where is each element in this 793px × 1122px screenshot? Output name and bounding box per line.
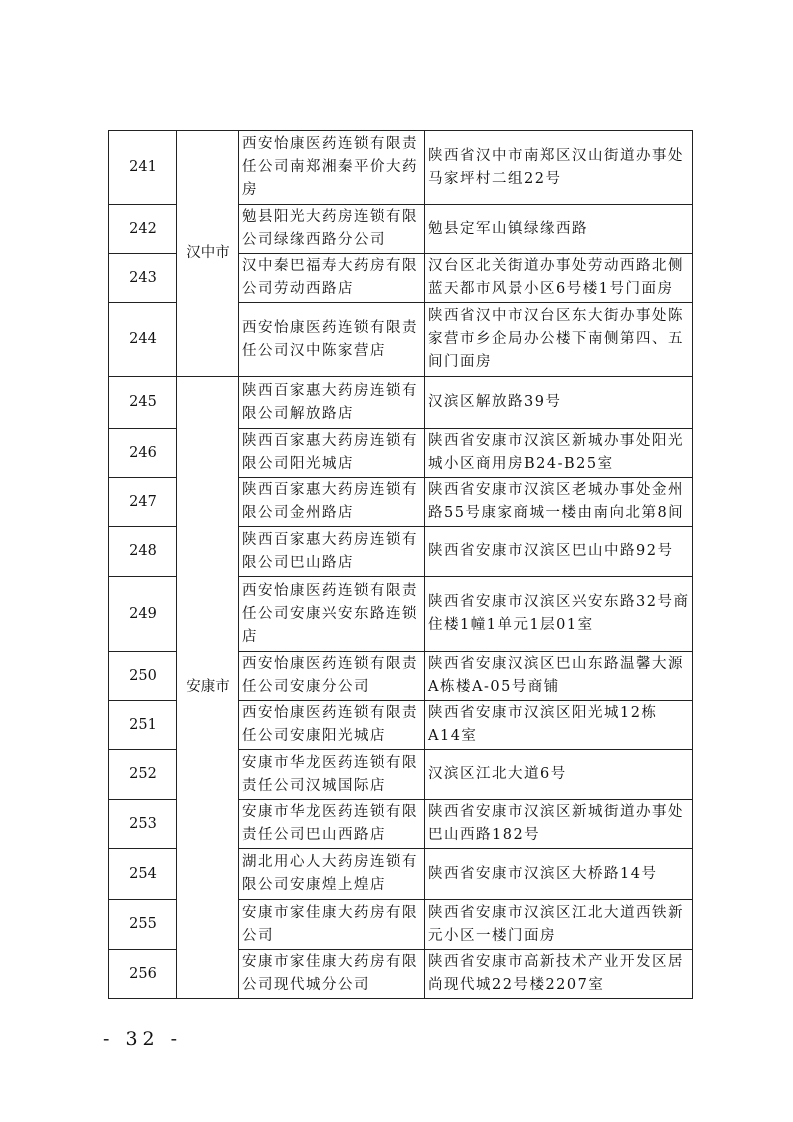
pharmacy-name: 汉中秦巴福寿大药房有限公司劳动西路店 xyxy=(239,254,425,303)
row-number: 252 xyxy=(109,750,177,800)
pharmacy-address: 陕西省安康市汉滨区江北大道西铁新元小区一楼门面房 xyxy=(425,900,693,950)
pharmacy-address: 陕西省安康汉滨区巴山东路温馨大源A栋楼A-05号商铺 xyxy=(425,652,693,701)
pharmacy-name: 西安怡康医药连锁有限责任公司南郑湘秦平价大药房 xyxy=(239,131,425,205)
pharmacy-address: 汉滨区江北大道6号 xyxy=(425,750,693,800)
pharmacy-address: 陕西省安康市汉滨区大桥路14号 xyxy=(425,849,693,900)
pharmacy-address: 陕西省安康市汉滨区兴安东路32号商住楼1幢1单元1层01室 xyxy=(425,577,693,652)
pharmacy-name: 陕西百家惠大药房连锁有限公司阳光城店 xyxy=(239,429,425,478)
pharmacy-address: 陕西省汉中市南郑区汉山街道办事处马家坪村二组22号 xyxy=(425,131,693,205)
row-number: 248 xyxy=(109,527,177,577)
row-number: 251 xyxy=(109,701,177,750)
row-number: 246 xyxy=(109,429,177,478)
row-number: 241 xyxy=(109,131,177,205)
pharmacy-address: 陕西省安康市高新技术产业开发区居尚现代城22号楼2207室 xyxy=(425,950,693,999)
pharmacy-address: 陕西省安康市汉滨区新城办事处阳光城小区商用房B24-B25室 xyxy=(425,429,693,478)
row-number: 253 xyxy=(109,800,177,849)
pharmacy-address: 勉县定军山镇绿缘西路 xyxy=(425,205,693,254)
row-number: 242 xyxy=(109,205,177,254)
table-row xyxy=(109,377,693,429)
row-number: 247 xyxy=(109,478,177,527)
pharmacy-address: 陕西省安康市汉滨区老城办事处金州路55号康家商城一楼由南向北第8间 xyxy=(425,478,693,527)
row-number: 243 xyxy=(109,254,177,303)
page-number: - 32 - xyxy=(103,1028,183,1050)
pharmacy-name: 西安怡康医药连锁有限责任公司汉中陈家营店 xyxy=(239,303,425,377)
table-row xyxy=(109,131,693,205)
pharmacy-address: 陕西省安康市汉滨区新城街道办事处巴山西路182号 xyxy=(425,800,693,849)
pharmacy-name: 西安怡康医药连锁有限责任公司安康分公司 xyxy=(239,652,425,701)
pharmacy-name: 陕西百家惠大药房连锁有限公司解放路店 xyxy=(239,377,425,429)
city-cell-ankang: 安康市 xyxy=(177,377,239,999)
row-number: 255 xyxy=(109,900,177,950)
pharmacy-name: 安康市华龙医药连锁有限责任公司汉城国际店 xyxy=(239,750,425,800)
row-number: 245 xyxy=(109,377,177,429)
pharmacy-name: 陕西百家惠大药房连锁有限公司金州路店 xyxy=(239,478,425,527)
pharmacy-name: 湖北用心人大药房连锁有限公司安康煌上煌店 xyxy=(239,849,425,900)
pharmacy-name: 西安怡康医药连锁有限责任公司安康兴安东路连锁店 xyxy=(239,577,425,652)
row-number: 254 xyxy=(109,849,177,900)
row-number: 256 xyxy=(109,950,177,999)
pharmacy-name: 安康市华龙医药连锁有限责任公司巴山西路店 xyxy=(239,800,425,849)
row-number: 249 xyxy=(109,577,177,652)
pharmacy-name: 安康市家佳康大药房有限公司 xyxy=(239,900,425,950)
pharmacy-address: 陕西省安康市汉滨区巴山中路92号 xyxy=(425,527,693,577)
pharmacy-name: 安康市家佳康大药房有限公司现代城分公司 xyxy=(239,950,425,999)
pharmacy-name: 西安怡康医药连锁有限责任公司安康阳光城店 xyxy=(239,701,425,750)
city-cell-hanzhong: 汉中市 xyxy=(177,131,239,377)
pharmacy-table xyxy=(108,130,693,999)
pharmacy-address: 陕西省安康市汉滨区阳光城12栋A14室 xyxy=(425,701,693,750)
pharmacy-name: 勉县阳光大药房连锁有限公司绿缘西路分公司 xyxy=(239,205,425,254)
pharmacy-address: 汉滨区解放路39号 xyxy=(425,377,693,429)
pharmacy-name: 陕西百家惠大药房连锁有限公司巴山路店 xyxy=(239,527,425,577)
row-number: 244 xyxy=(109,303,177,377)
pharmacy-address: 汉台区北关街道办事处劳动西路北侧蓝天都市风景小区6号楼1号门面房 xyxy=(425,254,693,303)
pharmacy-address: 陕西省汉中市汉台区东大街办事处陈家营市乡企局办公楼下南侧第四、五间门面房 xyxy=(425,303,693,377)
row-number: 250 xyxy=(109,652,177,701)
